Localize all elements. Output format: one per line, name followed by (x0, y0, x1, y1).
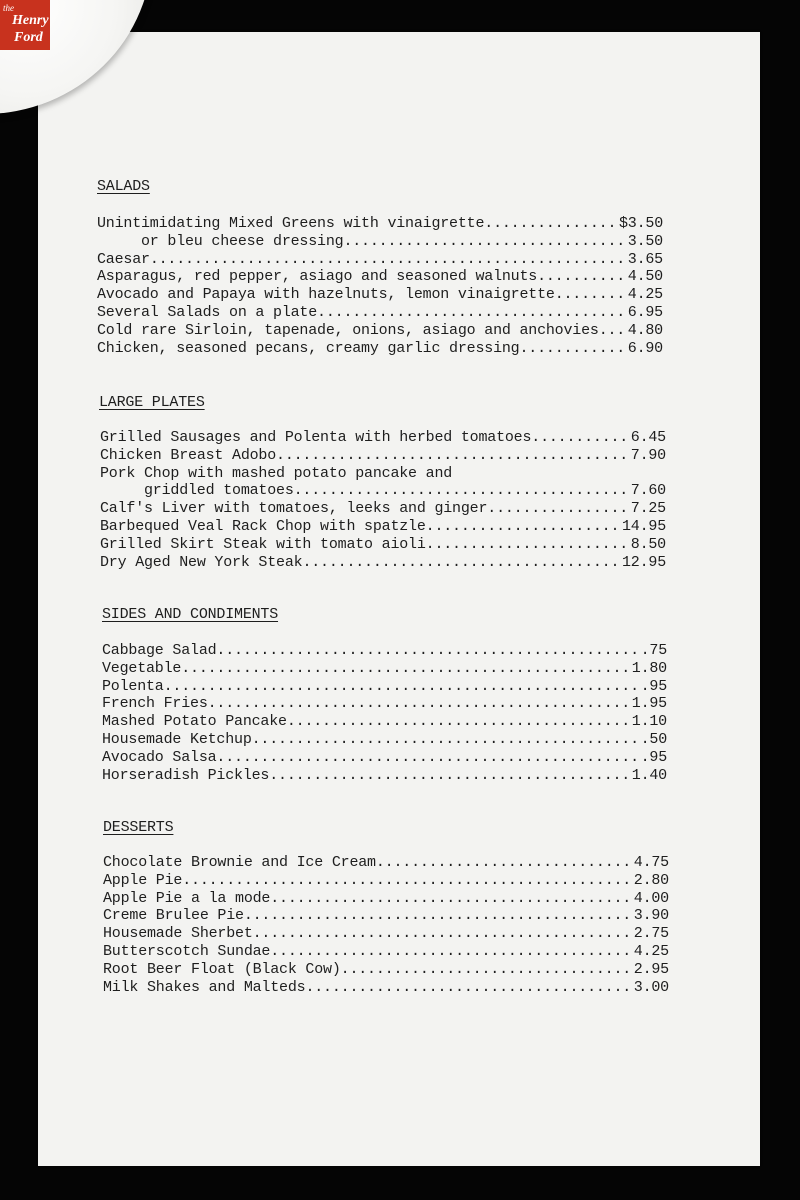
menu-item: Avocado and Papaya with hazelnuts, lemon vinaigrette ..... 4.25 (97, 286, 663, 304)
menu-item: griddled tomatoes ..... 7.60 (100, 482, 666, 500)
menu-item: Asparagus, red pepper, asiago and seasoned walnuts ..... 4.50 (97, 268, 663, 286)
section-heading-desserts: DESSERTS (103, 819, 174, 836)
menu-item: Housemade Sherbet ..... 2.75 (103, 925, 669, 943)
menu-item: Root Beer Float (Black Cow) ..... 2.95 (103, 961, 669, 979)
menu-item: Polenta ..... .95 (102, 678, 667, 696)
menu-item: Dry Aged New York Steak ..... 12.95 (100, 554, 666, 572)
logo-line-2: Henry (12, 13, 49, 28)
menu-item: Chocolate Brownie and Ice Cream ..... 4.75 (103, 854, 669, 872)
menu-item: Chicken, seasoned pecans, creamy garlic dressing ..... 6.90 (97, 340, 663, 358)
section-heading-salads: SALADS (97, 178, 150, 195)
menu-item: Several Salads on a plate ..... 6.95 (97, 304, 663, 322)
sides-list (102, 642, 667, 784)
menu-item: Barbequed Veal Rack Chop with spatzle ..... 14.95 (100, 518, 666, 536)
henry-ford-logo (0, 0, 50, 50)
salads-list (97, 215, 663, 357)
menu-item: Apple Pie a la mode ..... 4.00 (103, 890, 669, 908)
menu-item: Vegetable ..... 1.80 (102, 660, 667, 678)
logo-line-1: the (3, 3, 14, 13)
section-heading-sides: SIDES AND CONDIMENTS (102, 606, 279, 623)
menu-item: Butterscotch Sundae ..... 4.25 (103, 943, 669, 961)
menu-item: Avocado Salsa ..... .95 (102, 749, 667, 767)
menu-item: Chicken Breast Adobo ..... 7.90 (100, 447, 666, 465)
logo-line-3: Ford (14, 30, 43, 45)
menu-item: Horseradish Pickles ..... 1.40 (102, 767, 667, 785)
menu-item: Grilled Skirt Steak with tomato aioli ..... 8.50 (100, 536, 666, 554)
menu-item: Mashed Potato Pancake ..... 1.10 (102, 713, 667, 731)
menu-item: Creme Brulee Pie ..... 3.90 (103, 907, 669, 925)
desserts-list (103, 854, 669, 996)
menu-item: Caesar ..... 3.65 (97, 251, 663, 269)
menu-item: Apple Pie ..... 2.80 (103, 872, 669, 890)
large-plates-list (100, 429, 666, 571)
menu-item: Unintimidating Mixed Greens with vinaigrette ..... $3.50 (97, 215, 663, 233)
menu-item: or bleu cheese dressing ..... 3.50 (97, 233, 663, 251)
menu-item: Cold rare Sirloin, tapenade, onions, asiago and anchovies ..... 4.80 (97, 322, 663, 340)
section-heading-large-plates: LARGE PLATES (99, 394, 205, 411)
menu-item: Calf's Liver with tomatoes, leeks and ginger ..... 7.25 (100, 500, 666, 518)
menu-item: French Fries ..... 1.95 (102, 695, 667, 713)
menu-item: Milk Shakes and Malteds ..... 3.00 (103, 979, 669, 997)
menu-item: Housemade Ketchup ..... .50 (102, 731, 667, 749)
menu-item: Pork Chop with mashed potato pancake and (100, 464, 453, 482)
menu-item: Cabbage Salad ..... .75 (102, 642, 667, 660)
menu-item: Grilled Sausages and Polenta with herbed tomatoes ..... 6.45 (100, 429, 666, 447)
